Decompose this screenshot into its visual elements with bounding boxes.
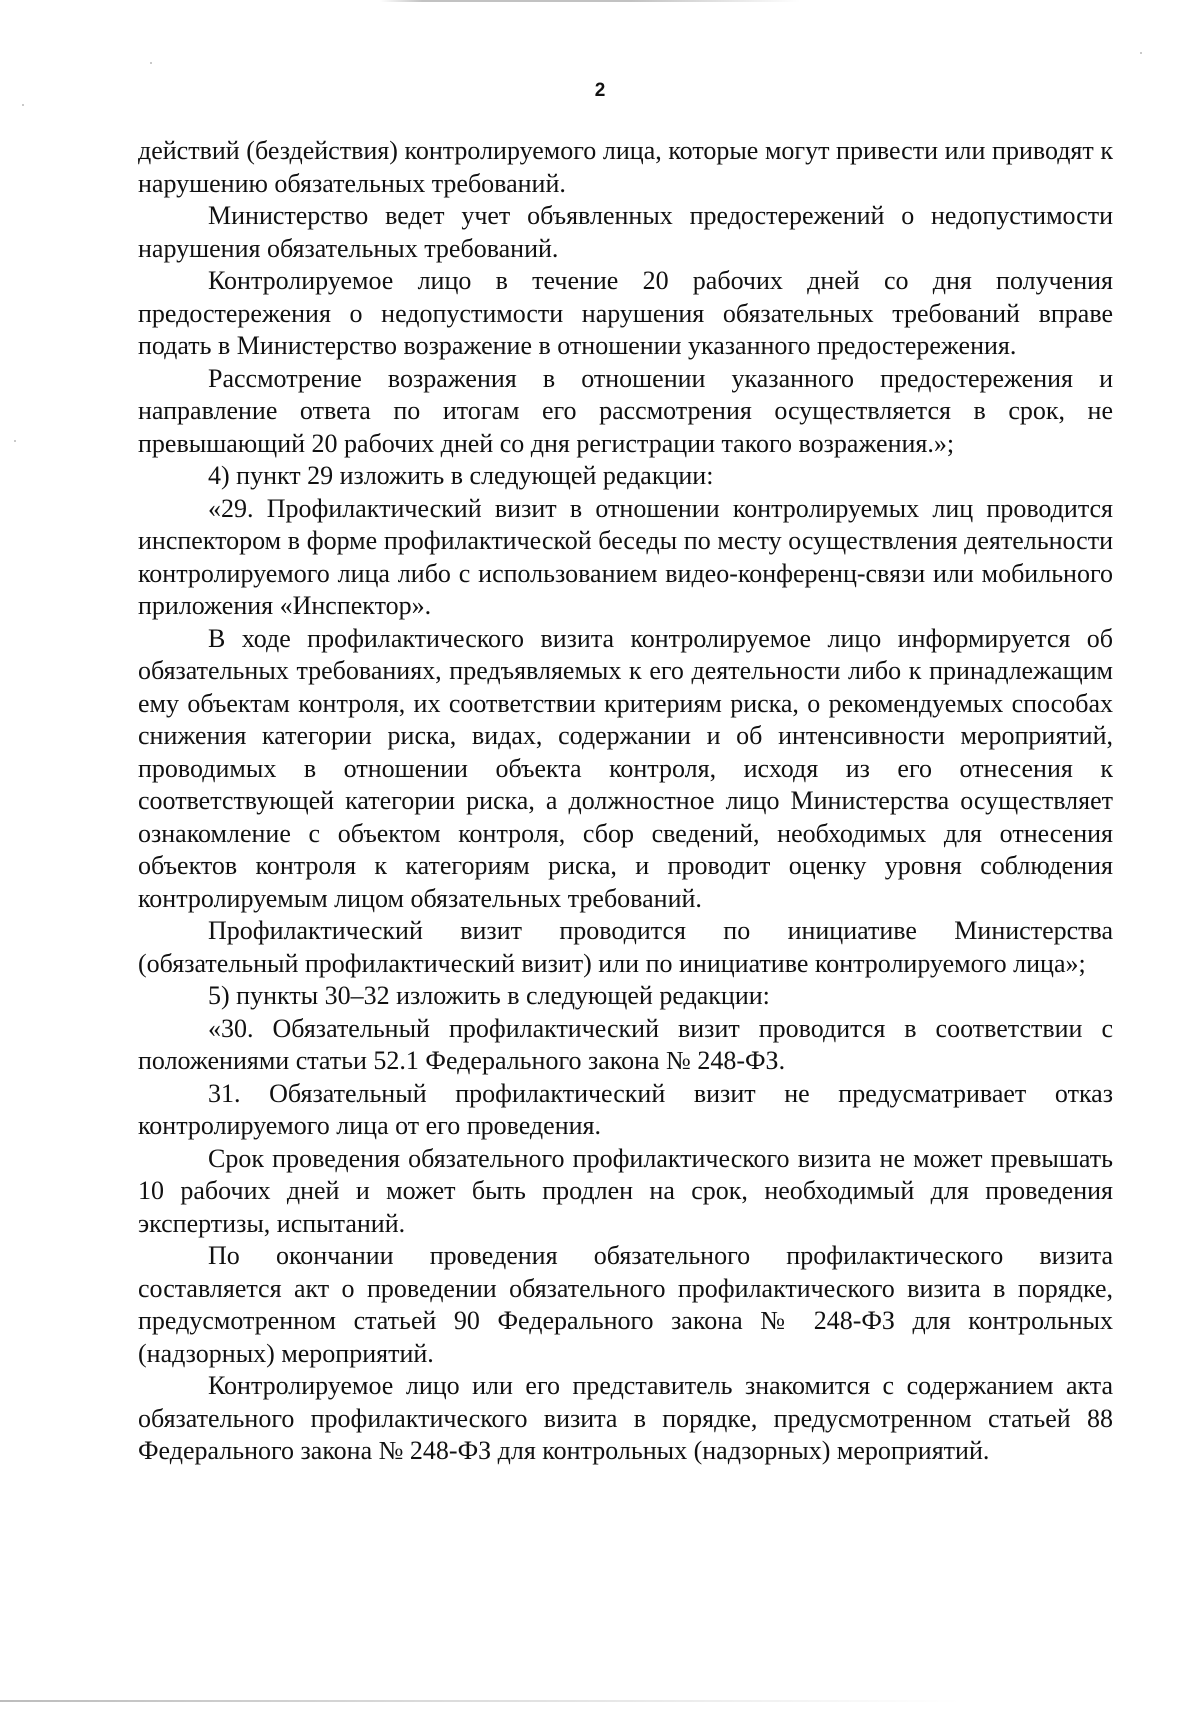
- scan-artifact-bottom: [0, 1700, 1200, 1702]
- scan-speck: [22, 104, 24, 106]
- paragraph: Срок проведения обязательного профилактического визита не может превышать 10 рабочих дней и может быть продлен на срок, необходимый для проведения экспертизы, испытаний.: [138, 1143, 1113, 1238]
- paragraph: 4) пункт 29 изложить в следующей редакции:: [208, 461, 714, 490]
- paragraph: действий (бездействия) контролируемого лица, которые могут привести или приводят к нарушению обязательных требований.: [138, 136, 1113, 198]
- paragraph: Министерство ведет учет объявленных предостережений о недопустимости нарушения обязательных требований.: [138, 201, 1113, 263]
- scan-speck: [150, 62, 152, 64]
- document-body: [138, 135, 1113, 1468]
- paragraph: В ходе профилактического визита контролируемое лицо информируется об обязательных требованиях, предъявляемых к его деятельности либо к принадлежащим ему объектам контроля, их соответствии критериям риска, о рекомендуемых способах снижения категории риска, видах, содержании и об интенсивности мероприятий, проводимых в отношении объекта контроля, исходя из его отнесения к соответствующей категории риска, а должностное лицо Министерства осуществляет ознакомление с объектом контроля, сбор сведений, необходимых для отнесения объектов контроля к категориям риска, и проводит оценку уровня соблюдения контролируемым лицом обязательных требований.: [138, 623, 1113, 913]
- paragraph: «29. Профилактический визит в отношении контролируемых лиц проводится инспектором в форме профилактической беседы по месту осуществления деятельности контролируемого лица либо с использованием видео-конференц-связи или мобильного приложения «Инспектор».: [138, 493, 1113, 620]
- paragraph: «30. Обязательный профилактический визит проводится в соответствии с положениями статьи 52.1 Федерального закона № 248-ФЗ.: [138, 1013, 1113, 1075]
- paragraph: 5) пункты 30–32 изложить в следующей редакции:: [208, 981, 770, 1010]
- paragraph: 31. Обязательный профилактический визит не предусматривает отказ контролируемого лица от его проведения.: [138, 1078, 1113, 1140]
- scan-speck: [14, 440, 16, 442]
- scan-speck: [1140, 52, 1142, 54]
- paragraph: Рассмотрение возражения в отношении указанного предостережения и направление ответа по итогам его рассмотрения осуществляется в срок, не превышающий 20 рабочих дней со дня регистрации такого возражения.»;: [138, 363, 1113, 458]
- paragraph: Контролируемое лицо или его представитель знакомится с содержанием акта обязательного профилактического визита в порядке, предусмотренном статьей 88 Федерального закона № 248-ФЗ для контрольных (надзорных) мероприятий.: [138, 1371, 1113, 1465]
- paragraph: По окончании проведения обязательного профилактического визита составляется акт о проведении обязательного профилактического визита в порядке, предусмотренном статьей 90 Федерального закона № 248-ФЗ для контрольных (надзорных) мероприятий.: [138, 1241, 1113, 1368]
- scan-artifact-top: [380, 0, 800, 2]
- paragraph: Профилактический визит проводится по инициативе Министерства (обязательный профилактический визит) или по инициативе контролируемого лица»;: [138, 916, 1113, 978]
- page-number: 2: [594, 80, 606, 101]
- paragraph: Контролируемое лицо в течение 20 рабочих дней со дня получения предостережения о недопустимости нарушения обязательных требований вправе подать в Министерство возражение в отношении указанного предостережения.: [138, 266, 1113, 360]
